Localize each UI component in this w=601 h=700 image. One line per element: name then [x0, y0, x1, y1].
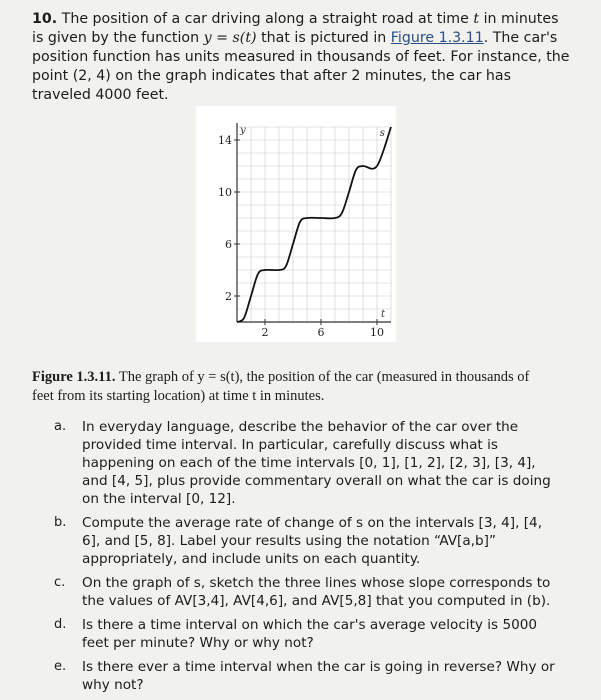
x-tick-label: 10: [370, 326, 384, 339]
series-label: s: [379, 128, 385, 140]
problem-text-4: . The car's position function has units measured in thousands of feet. For instance, the point (2, 4) on the graph indicates that after 2 minutes, the car has traveled 4000 feet.: [32, 30, 570, 103]
y-tick-label: 6: [225, 238, 232, 251]
question-text: Compute the average rate of change of s on the intervals [3, 4], [4, 6], and [5, 8]. Label your results using the notation “AV[a,b]” appropriately, and include units on each quantity.: [82, 515, 543, 567]
question-item: [54, 418, 564, 508]
question-text: Is there ever a time interval when the car is going in reverse? Why or why not?: [82, 659, 555, 693]
x-tick-label: 2: [261, 326, 269, 339]
question-list: [54, 418, 564, 700]
problem-number: 10.: [32, 11, 58, 27]
question-letter: b.: [54, 515, 67, 530]
y-tick-label: 10: [218, 186, 232, 199]
question-text: On the graph of s, sketch the three lines whose slope corresponds to the values of AV[3,4], AV[4,6], and AV[5,8] that you computed in (b).: [82, 575, 551, 609]
y-tick-label: 14: [218, 134, 232, 147]
problem-statement: [32, 10, 572, 105]
question-text: Is there a time interval on which the car's average velocity is 5000 feet per minute? Why or why not?: [82, 617, 538, 651]
question-item: [54, 574, 564, 610]
x-tick-label: 6: [317, 326, 325, 339]
question-text: In everyday language, describe the behavior of the car over the provided time interval. In particular, carefully discuss what is happening on each of the time intervals [0, 1], [1, 2], [2, 3], [3, 4], and [4, 5], plus provide commentary overall on what the car is doing on the interval [0, 12].: [82, 419, 551, 507]
question-item: [54, 514, 564, 568]
y-axis-label: y: [240, 125, 246, 136]
caption-text: The graph of y = s(t), the position of the car (measured in thousands of feet from its starting location) at time t in minutes.: [32, 369, 530, 404]
question-item: [54, 616, 564, 652]
figure-link[interactable]: Figure 1.3.11: [390, 30, 484, 46]
problem-text-3: that is pictured in: [261, 30, 387, 46]
position-graph: [196, 106, 396, 342]
question-letter: d.: [54, 617, 67, 632]
question-letter: e.: [54, 659, 67, 674]
y-tick-label: 2: [225, 290, 232, 303]
x-axis-label: t: [381, 309, 386, 320]
question-letter: a.: [54, 419, 67, 434]
problem-text-2: in minutes is given by the function: [32, 11, 559, 46]
caption-label: Figure 1.3.11.: [32, 369, 116, 385]
figure-caption: [32, 368, 552, 406]
function-notation: y = s(t): [203, 30, 257, 46]
problem-text-1: The position of a car driving along a straight road at time: [61, 11, 469, 27]
question-item: [54, 658, 564, 694]
question-letter: c.: [54, 575, 66, 590]
var-t: t: [473, 11, 480, 27]
